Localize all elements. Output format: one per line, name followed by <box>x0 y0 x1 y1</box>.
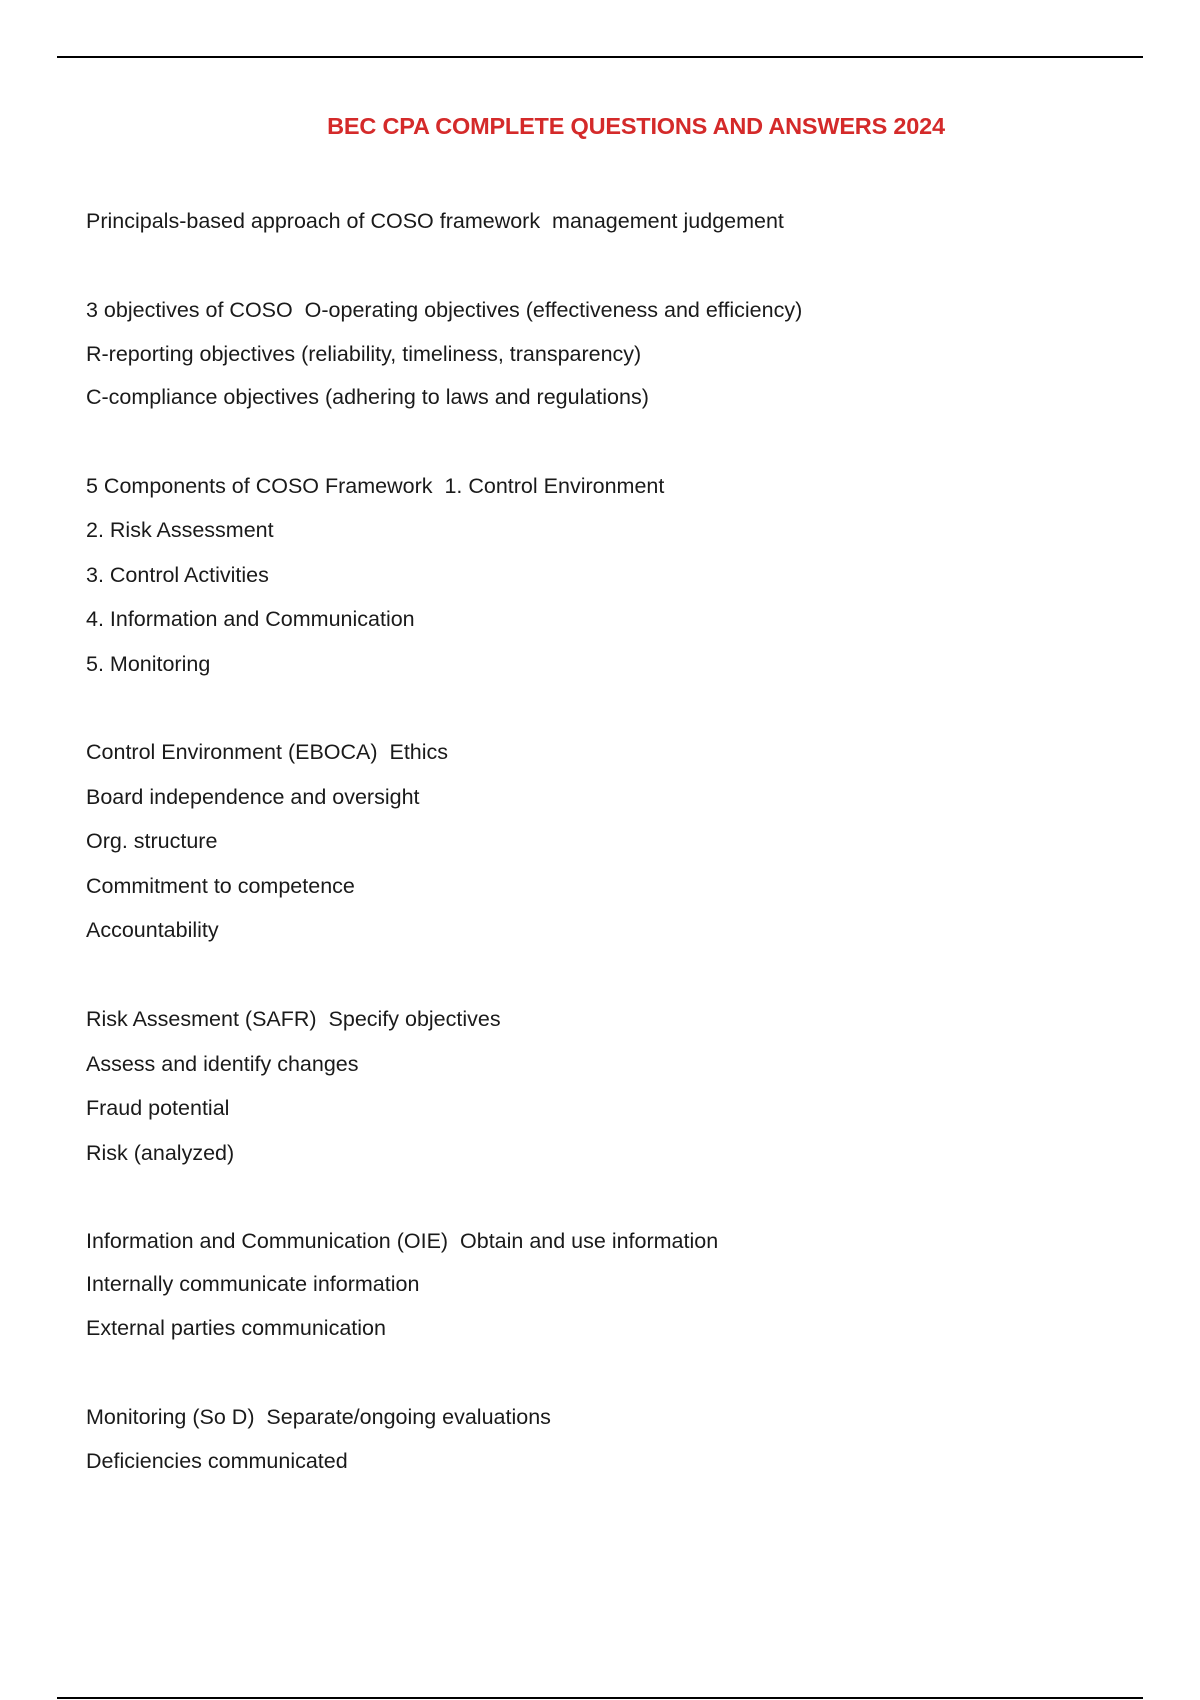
text-line: Risk Assesment (SAFR) Specify objectives <box>86 1007 501 1031</box>
text-line: Monitoring (So D) Separate/ongoing evaluations <box>86 1405 551 1429</box>
text-line: Board independence and oversight <box>86 785 420 809</box>
top-rule <box>57 56 1143 58</box>
text-line: 2. Risk Assessment <box>86 518 274 542</box>
text-line: 3. Control Activities <box>86 563 269 587</box>
text-line: Internally communicate information <box>86 1272 420 1296</box>
text-line: C-compliance objectives (adhering to laws and regulations) <box>86 385 649 409</box>
text-line: 4. Information and Communication <box>86 607 415 631</box>
text-line: Control Environment (EBOCA) Ethics <box>86 740 449 764</box>
document-title: BEC CPA COMPLETE QUESTIONS AND ANSWERS 2024 <box>327 113 945 139</box>
text-line: R-reporting objectives (reliability, timeliness, transparency) <box>86 342 642 366</box>
bottom-rule <box>57 1697 1143 1699</box>
text-line: 5. Monitoring <box>86 652 211 676</box>
text-line: Org. structure <box>86 829 218 853</box>
text-line: Assess and identify changes <box>86 1052 359 1076</box>
text-line: External parties communication <box>86 1316 386 1340</box>
text-line: Principals-based approach of COSO framework management judgement <box>86 209 784 233</box>
text-line: Accountability <box>86 918 219 942</box>
text-line: Commitment to competence <box>86 874 355 898</box>
text-line: Deficiencies communicated <box>86 1449 348 1473</box>
text-line: 5 Components of COSO Framework 1. Control Environment <box>86 474 665 498</box>
text-line: 3 objectives of COSO O-operating objectives (effectiveness and efficiency) <box>86 298 803 322</box>
text-line: Risk (analyzed) <box>86 1141 235 1165</box>
text-line: Fraud potential <box>86 1096 230 1120</box>
text-line: Information and Communication (OIE) Obtain and use information <box>86 1229 719 1253</box>
